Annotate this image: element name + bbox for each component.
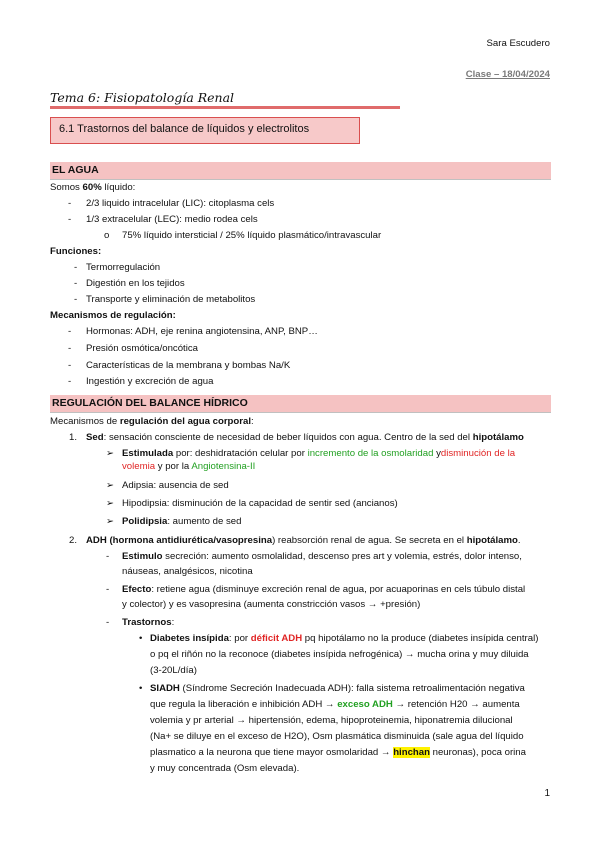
- estimulada-label: Estimulada: [122, 448, 174, 459]
- list-item: Transporte y eliminación de metabolitos: [86, 294, 256, 305]
- somos-prefix: Somos: [50, 182, 83, 193]
- regulacion-intro: [50, 416, 254, 428]
- dash-bullet: -: [74, 278, 78, 289]
- intro-suffix: :: [251, 416, 254, 427]
- class-date: Clase – 18/04/2024: [465, 69, 550, 80]
- intro-bold: regulación del agua corporal: [119, 416, 252, 427]
- efecto-label: Efecto: [122, 584, 152, 595]
- list-item: Digestión en los tejidos: [86, 278, 185, 289]
- dash-bullet: -: [106, 617, 110, 628]
- list-subitem: 75% líquido intersticial / 25% líquido plasmático/intravascular: [122, 230, 382, 241]
- di-text: pq hipotálamo no la produce (diabetes insípida central): [302, 633, 539, 644]
- author-name: Sara Escudero: [486, 38, 550, 49]
- dash-bullet: -: [68, 214, 72, 225]
- list-item: 1/3 extracelular (LEC): medio rodea cels: [86, 214, 258, 225]
- efecto-text: : retiene agua (disminuye excreción renal de agua, por acuaporinas en cels túbulo distal: [151, 584, 526, 595]
- adh-line: [86, 535, 521, 547]
- conj-y-por: y por la: [155, 461, 192, 472]
- section-heading-regulacion: REGULACIÓN DEL BALANCE HÍDRICO: [50, 395, 551, 412]
- subtopic-title: 6.1 Trastornos del balance de líquidos y electrolitos: [50, 117, 360, 144]
- adh-period: .: [517, 535, 521, 546]
- polidipsia-line: [122, 516, 241, 528]
- estimulada-line-2: [122, 461, 255, 473]
- efecto-line: [122, 584, 525, 596]
- siadh-l5-post: neuronas), poca orina: [429, 747, 526, 758]
- dash-bullet: -: [68, 326, 72, 337]
- topic-title: Tema 6: Fisiopatología Renal: [50, 90, 235, 105]
- mecanismos-label: Mecanismos de regulación:: [50, 310, 176, 321]
- list-number: 1.: [69, 432, 78, 443]
- section-divider: [50, 412, 551, 413]
- dash-bullet: -: [74, 294, 78, 305]
- siadh-exceso-adh: exceso ADH: [337, 699, 393, 710]
- siadh-line-3: volemia y pr arterial → hipertensión, edema, hipoproteinemia, hiponatremia dilucional: [150, 715, 513, 726]
- estimulo-text: secreción: aumento osmolalidad, descenso pres art y volemia, estrés, dolor intenso,: [162, 551, 522, 562]
- dash-bullet: -: [68, 198, 72, 209]
- list-item: Presión osmótica/oncótica: [86, 343, 198, 354]
- arrow-bullet-icon: ➢: [106, 480, 115, 491]
- dash-bullet: -: [68, 360, 72, 371]
- circle-bullet: o: [104, 230, 110, 241]
- trastornos-label: Trastornos: [122, 617, 172, 628]
- dot-bullet: •: [139, 683, 143, 694]
- dash-bullet: -: [74, 262, 78, 273]
- dot-bullet: •: [139, 633, 143, 644]
- dash-bullet: -: [106, 551, 110, 562]
- topic-underline: [50, 106, 400, 109]
- siadh-hinchan: hinchan: [393, 747, 430, 758]
- siadh-l2-pre: que regula la liberación e inhibición ADH →: [150, 699, 338, 710]
- red-volemia-b: volemia: [122, 461, 156, 472]
- arrow-bullet-icon: ➢: [106, 516, 115, 527]
- siadh-line-5: [150, 747, 526, 759]
- dash-bullet: -: [68, 376, 72, 387]
- di-label: Diabetes insípida: [150, 633, 229, 644]
- somos-suffix: líquido:: [101, 182, 136, 193]
- adh-hipotalamo: hipotálamo: [466, 535, 518, 546]
- diabetes-insipida-line: [150, 633, 538, 645]
- conj-y: y: [433, 448, 441, 459]
- diabetes-insipida-line-2: o pq el riñón no la reconoce (diabetes insípida nefrogénica) → mucha orina y muy diluida: [150, 649, 529, 660]
- sed-hipotalamo: hipotálamo: [472, 432, 524, 443]
- estimulada-text: por: deshidratación celular por: [173, 448, 308, 459]
- estimulada-line: [122, 448, 515, 460]
- siadh-text: (Síndrome Secreción Inadecuada ADH): falla sistema retroalimentación negativa: [179, 683, 525, 694]
- list-item: 2/3 liquido intracelular (LIC): citoplasma cels: [86, 198, 275, 209]
- sed-line: [86, 432, 524, 444]
- somos-percent: 60%: [82, 182, 102, 193]
- arrow-bullet-icon: ➢: [106, 498, 115, 509]
- dash-bullet: -: [106, 584, 110, 595]
- list-item: Características de la membrana y bombas Na/K: [86, 360, 291, 371]
- siadh-l5-pre: plasmatico a la neurona que tiene mayor osmolaridad →: [150, 747, 394, 758]
- dash-bullet: -: [68, 343, 72, 354]
- di-pre: : por: [228, 633, 251, 644]
- list-number: 2.: [69, 535, 78, 546]
- di-deficit-adh: déficit ADH: [250, 633, 303, 644]
- section-divider: [50, 179, 551, 180]
- siadh-line-2: [150, 699, 520, 711]
- siadh-line: [150, 683, 525, 695]
- siadh-line-6: y muy concentrada (Osm elevada).: [150, 763, 300, 774]
- list-item: Hormonas: ADH, eje renina angiotensina, ANP, BNP…: [86, 326, 318, 337]
- hipodipsia-line: Hipodipsia: disminución de la capacidad de sentir sed (ancianos): [122, 498, 398, 509]
- intro-prefix: Mecanismos de: [50, 416, 120, 427]
- adh-text: ) reabsorción renal de agua. Se secreta en el: [272, 535, 467, 546]
- list-item: Ingestión y excreción de agua: [86, 376, 214, 387]
- trastornos-line: [122, 617, 174, 629]
- trastornos-colon: :: [171, 617, 175, 628]
- siadh-label: SIADH: [150, 683, 180, 694]
- siadh-line-4: (Na+ se diluye en el exceso de H2O), Osm plasmática disminuida (sale agua del líquido: [150, 731, 524, 742]
- polidipsia-label: Polidipsia: [122, 516, 168, 527]
- estimulo-label: Estimulo: [122, 551, 163, 562]
- estimulo-line-2: náuseas, analgésicos, nicotina: [122, 566, 253, 577]
- siadh-l2-post: → retención H20 → aumenta: [392, 699, 520, 710]
- page-number: 1: [544, 788, 550, 799]
- funciones-label: Funciones:: [50, 246, 102, 257]
- green-osmolaridad: incremento de la osmolaridad: [307, 448, 434, 459]
- polidipsia-text: : aumento de sed: [167, 516, 242, 527]
- diabetes-insipida-line-3: (3-20L/día): [150, 665, 197, 676]
- list-item: Termorregulación: [86, 262, 161, 273]
- sed-text: : sensación consciente de necesidad de beber líquidos con agua. Centro de la sed del: [103, 432, 473, 443]
- adh-label: ADH (hormona antidiurética/vasopresina: [86, 535, 273, 546]
- green-angiotensina: Angiotensina-II: [191, 461, 256, 472]
- estimulo-line: [122, 551, 522, 563]
- somos-line: [50, 182, 135, 194]
- red-volemia-a: disminución de la: [440, 448, 516, 459]
- efecto-line-2: y colector) y es vasopresina (aumenta constricción vasos → +presión): [122, 599, 421, 610]
- section-heading-agua: EL AGUA: [50, 162, 551, 179]
- arrow-bullet-icon: ➢: [106, 448, 115, 459]
- adipsia-line: Adipsia: ausencia de sed: [122, 480, 229, 491]
- sed-label: Sed: [86, 432, 104, 443]
